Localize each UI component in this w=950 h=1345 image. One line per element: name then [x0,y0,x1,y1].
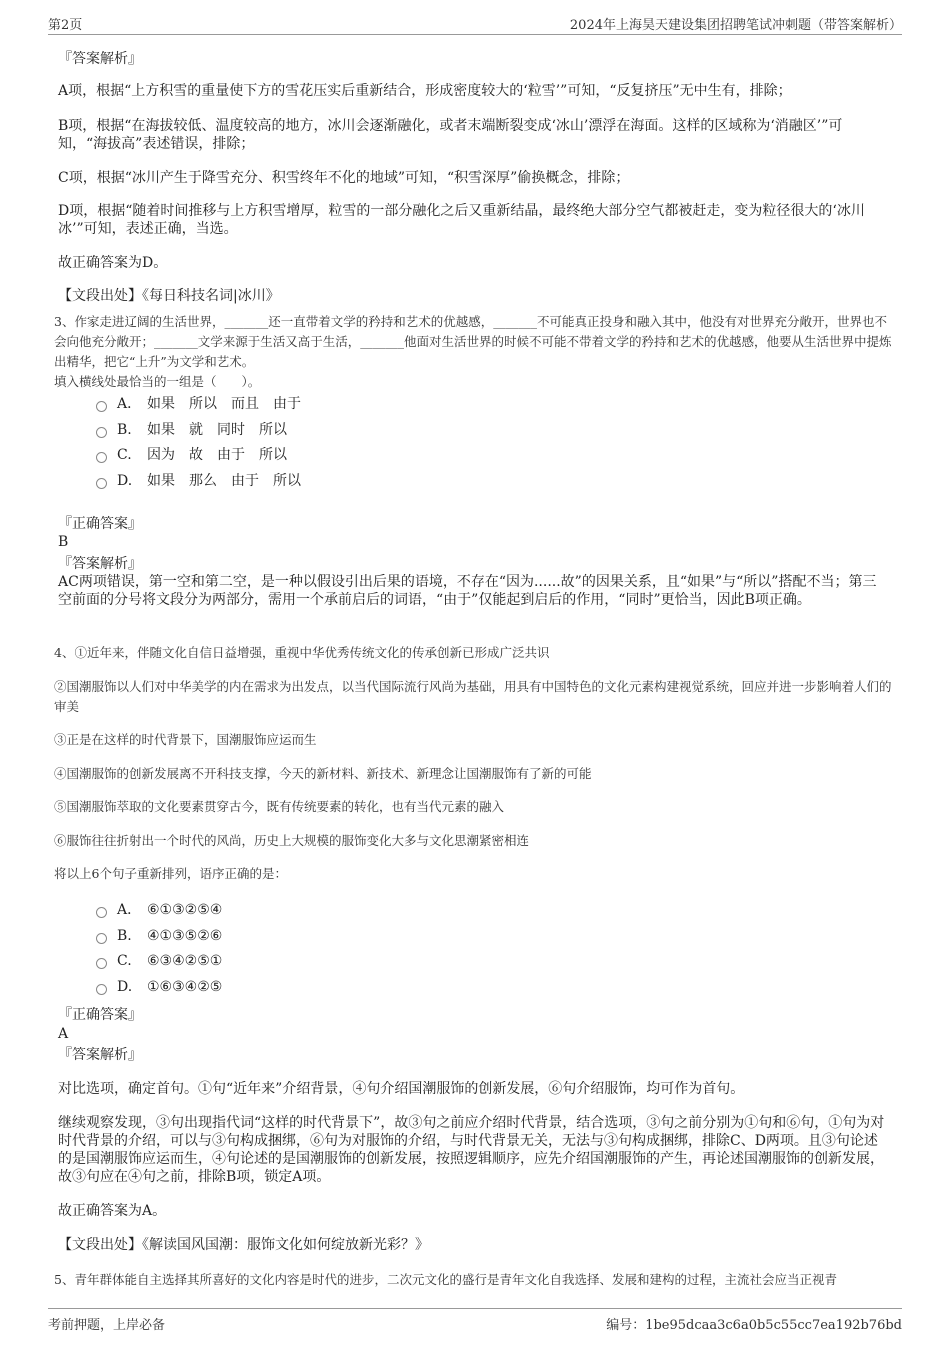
option-b[interactable]: B. ④①③⑤②⑥ [96,926,222,946]
option-b[interactable]: B. 如果 就 同时 所以 [96,420,301,440]
question-3-stem: 3、作家走进辽阔的生活世界，_______还一直带着文学的矜持和艺术的优越感，_______不可能真正投身和融入其中，他没有对世界充分敞开，世界也不会向他充分敞开；_______文学来源于生活又高于生活，_______他面对生活世界的时候不可能不带着文学的矜持和艺术的优越感，他要从生活世界中提炼出精华，把它“上升”为文学和艺术。 [54,314,892,369]
conclusion: 故正确答案为D。 [58,255,168,271]
radio-icon[interactable] [96,907,107,918]
page-number: 第2页 [48,18,83,33]
correct-answer-label: 『正确答案』 [58,516,142,532]
answer-explain-text: AC两项错误，第一空和第二空，是一种以假设引出后果的语境，不存在“因为......故”的因果关系，且“如果”与“所以”搭配不当；第三空前面的分号将文段分为两部分，需用一个承前启后的词语，“由于”仅能起到启后的作用，“同时”更恰当，因此B项正确。 [58,574,877,608]
explain-option-a: A项，根据“上方积雪的重量使下方的雪花压实后重新结合，形成密度较大的‘粒雪’”可知，“反复挤压”无中生有，排除； [58,83,792,99]
footer-slogan: 考前押题，上岸必备 [48,1318,166,1333]
option-a[interactable]: A． 如果 所以 而且 由于 [96,394,315,414]
radio-icon[interactable] [96,452,107,463]
question-3-prompt: 填入横线处最恰当的一组是（ ）。 [54,374,261,389]
radio-icon[interactable] [96,933,107,944]
page-footer [48,1308,902,1335]
option-a[interactable]: A． ⑥①③②⑤④ [96,900,222,920]
sentence-5: ⑤国潮服饰萃取的文化要素贯穿古今，既有传统要素的转化，也有当代元素的融入 [54,799,505,814]
answer-explain-label: 『答案解析』 [58,51,142,67]
radio-icon[interactable] [96,478,107,489]
explain-option-b: B项，根据“在海拔较低、温度较高的地方，冰川会逐渐融化，或者末端断裂变成‘冰山’漂浮在海面。这样的区域称为‘消融区’”可知，“海拔高”表述错误，排除； [58,118,843,152]
answer-explain-label: 『答案解析』 [58,556,142,572]
conclusion: 故正确答案为A。 [58,1203,167,1219]
explain-option-c: C项，根据“冰川产生于降雪充分、积雪终年不化的地域”可知，“积雪深厚”偷换概念，排除； [58,170,630,186]
correct-answer-label: 『正确答案』 [58,1007,142,1023]
radio-icon[interactable] [96,984,107,995]
correct-answer: A [58,1026,69,1042]
option-d[interactable]: D. ①⑥③④②⑤ [96,977,222,997]
explain-option-d: D项，根据“随着时间推移与上方积雪增厚，粒雪的一部分融化之后又重新结晶，最终绝大部分空气都被赶走，变为粒径很大的‘冰川冰’”可知，表述正确，当选。 [58,203,865,237]
option-c[interactable]: C. ⑥③④②⑤① [96,951,222,971]
question-5-stem: 5、青年群体能自主选择其所喜好的文化内容是时代的进步，二次元文化的盛行是青年文化自我选择、发展和建构的过程，主流社会应当正视青 [54,1272,837,1287]
explain-paragraph-1: 对比选项，确定首句。①句“近年来”介绍背景，④句介绍国潮服饰的创新发展，⑥句介绍服饰，均可作为首句。 [58,1081,745,1097]
document-title: 2024年上海昊天建设集团招聘笔试冲刺题（带答案解析） [569,18,902,33]
page-header [48,14,902,35]
sentence-4: ④国潮服饰的创新发展离不开科技支撑，今天的新材料、新技术、新理念让国潮服饰有了新的可能 [54,766,592,781]
document-code: 编号：1be95dcaa3c6a0b5c55cc7ea192b76bd [606,1318,902,1333]
radio-icon[interactable] [96,958,107,969]
question-4-prompt: 将以上6个句子重新排列，语序正确的是： [54,866,287,881]
sentence-6: ⑥服饰往往折射出一个时代的风尚，历史上大规模的服饰变化大多与文化思潮紧密相连 [54,833,530,848]
radio-icon[interactable] [96,401,107,412]
source-citation: 【文段出处】《每日科技名词|冰川》 [58,288,280,304]
source-citation: 【文段出处】《解读国风国潮：服饰文化如何绽放新光彩？》 [58,1237,429,1253]
option-d[interactable]: D. 如果 那么 由于 所以 [96,471,315,491]
option-c[interactable]: C. 因为 故 由于 所以 [96,445,301,465]
answer-explain-label: 『答案解析』 [58,1047,142,1063]
sentence-1: 4、①近年来，伴随文化自信日益增强，重视中华优秀传统文化的传承创新已形成广泛共识 [54,645,550,660]
sentence-3: ③正是在这样的时代背景下，国潮服饰应运而生 [54,732,317,747]
radio-icon[interactable] [96,427,107,438]
explain-paragraph-2: 继续观察发现，③句出现指代词“这样的时代背景下”，故③句之前应介绍时代背景，结合选项，③句之前分别为①句和⑥句，①句为对时代背景的介绍，可以与③句构成捆绑，⑥句为对服饰的介绍，与时代背景无关，无法与③句构成捆绑，排除C、D两项。且③句论述的是国潮服饰应运而生，④句论述的是国潮服饰的创新发展，按照逻辑顺序，应先介绍国潮服饰的产生，再论述国潮服饰的创新发展，故③句应在④句之前，排除B项，锁定A项。 [58,1115,885,1185]
correct-answer: B [58,534,69,550]
sentence-2: ②国潮服饰以人们对中华美学的内在需求为出发点，以当代国际流行风尚为基础，用具有中国特色的文化元素构建视觉系统，回应并进一步影响着人们的审美 [54,679,892,714]
